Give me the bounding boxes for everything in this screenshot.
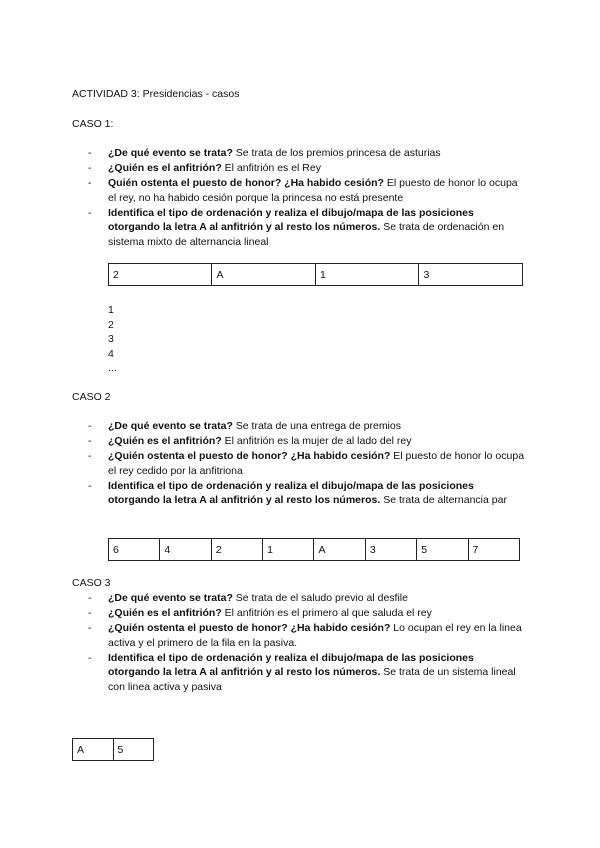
caso1-questions <box>88 146 528 250</box>
question-text: ¿Quién es el anfitrión? <box>108 435 222 448</box>
list-item: - Identifica el tipo de ordenación y realiza el dibujo/mapa de las posiciones otorgando la letra A al anfitrión y al resto los números. Se trata de ordenación en sistema mixto de alternancia lineal <box>88 206 505 249</box>
table-cell: A <box>212 264 316 286</box>
table-cell: 2 <box>211 539 262 561</box>
question-text: ¿Quién es el anfitrión? <box>108 162 222 175</box>
question-text: ¿De qué evento se trata? <box>108 147 233 159</box>
table-cell: 1 <box>263 539 314 561</box>
list-item: - ¿De qué evento se trata? Se trata de los premios princesa de asturias <box>88 147 441 159</box>
table-cell: A <box>314 539 365 561</box>
list-item: - Identifica el tipo de ordenación y realiza el dibujo/mapa de las posiciones otorgando la letra A al anfitrión y al resto los números. Se trata de alternancia par <box>88 479 507 507</box>
list-item: - Identifica el tipo de ordenación y realiza el dibujo/mapa de las posiciones otorgando la letra A al anfitrión y al resto los números. Se trata de un sistema lineal con linea activa y pasiva <box>88 651 516 694</box>
caso2-questions <box>88 419 528 509</box>
list-item: - ¿Quién es el anfitrión? El anfitrión es el primero al que saluda el rey <box>88 607 432 620</box>
answer-text: Lo ocupan el rey en la linea activa y el primero de la fila en la pasiva. <box>108 622 522 649</box>
list-item: - ¿Quién ostenta el puesto de honor? ¿Ha habido cesión? Lo ocupan el rey en la linea activa y el primero de la fila en la pasiva. <box>88 622 522 649</box>
caso2-heading: CASO 2 <box>72 391 111 403</box>
question-text: Identifica el tipo de ordenación y realiza el dibujo/mapa de las posiciones otorgando la letra A al anfitrión y al resto los números. <box>108 479 474 507</box>
list-item: ... <box>108 362 117 375</box>
table-cell: 4 <box>160 539 211 561</box>
list-item: 4 <box>108 347 114 360</box>
caso1-heading: CASO 1: <box>72 118 114 130</box>
caso1-position-table <box>108 263 523 286</box>
question-text: ¿Quién es el anfitrión? <box>108 607 222 620</box>
table-cell: 1 <box>315 264 418 286</box>
table-cell: 3 <box>419 264 523 286</box>
list-item: 2 <box>108 318 114 331</box>
table-cell: A <box>73 739 114 761</box>
answer-text: El anfitrión es la mujer de al lado del rey <box>221 435 412 448</box>
caso3-position-table <box>72 738 154 761</box>
question-text: ¿Quién ostenta el puesto de honor? ¿Ha habido cesión? <box>108 450 391 463</box>
table-cell: 2 <box>109 264 212 286</box>
list-item: 3 <box>108 333 114 346</box>
page-title: ACTIVIDAD 3: Presidencias - casos <box>72 88 240 100</box>
answer-text: El puesto de honor lo ocupa el rey cedido por la anfitriona <box>108 450 525 477</box>
caso3-questions <box>88 591 528 695</box>
list-item: - ¿Quién es el anfitrión? El anfitrión es la mujer de al lado del rey <box>88 435 412 448</box>
question-text: ¿De qué evento se trata? <box>108 592 233 604</box>
table-cell: 5 <box>417 539 468 561</box>
table-cell: 6 <box>109 539 160 561</box>
question-text: Identifica el tipo de ordenación y realiza el dibujo/mapa de las posiciones otorgando la letra A al anfitrión y al resto los números. <box>108 651 474 679</box>
caso1-number-list <box>108 303 117 376</box>
answer-text: Se trata de alternancia par <box>380 494 507 507</box>
list-item: - ¿De qué evento se trata? Se trata de una entrega de premios <box>88 420 401 432</box>
table-cell: 5 <box>113 739 154 761</box>
question-text: ¿De qué evento se trata? <box>108 420 233 432</box>
answer-text: Se trata de el saludo previo al desfile <box>232 592 408 604</box>
question-text: Quién ostenta el puesto de honor? ¿Ha habido cesión? <box>108 177 384 190</box>
table-cell: 7 <box>468 539 519 561</box>
answer-text: Se trata de una entrega de premios <box>232 420 401 432</box>
caso3-heading: CASO 3 <box>72 577 111 589</box>
answer-text: El anfitrión es el primero al que saluda el rey <box>221 607 432 620</box>
question-text: ¿Quién ostenta el puesto de honor? ¿Ha habido cesión? <box>108 622 391 635</box>
list-item: - ¿Quién ostenta el puesto de honor? ¿Ha habido cesión? El puesto de honor lo ocupa el rey cedido por la anfitriona <box>88 450 525 477</box>
answer-text: Se trata de un sistema lineal con linea activa y pasiva <box>108 666 516 694</box>
answer-text: El puesto de honor lo ocupa el rey, no ha habido cesión porque la princesa no está presente <box>108 177 518 204</box>
list-item: 1 <box>108 304 114 316</box>
answer-text: Se trata de ordenación en sistema mixto de alternancia lineal <box>108 221 505 249</box>
list-item: - ¿Quién es el anfitrión? El anfitrión es el Rey <box>88 162 321 175</box>
list-item: - Quién ostenta el puesto de honor? ¿Ha habido cesión? El puesto de honor lo ocupa el rey, no ha habido cesión porque la princesa no está presente <box>88 177 518 204</box>
question-text: Identifica el tipo de ordenación y realiza el dibujo/mapa de las posiciones otorgando la letra A al anfitrión y al resto los números. <box>108 206 474 234</box>
answer-text: Se trata de los premios princesa de asturias <box>232 147 441 159</box>
answer-text: El anfitrión es el Rey <box>221 162 321 175</box>
caso2-position-table <box>108 538 520 561</box>
table-cell: 3 <box>365 539 416 561</box>
list-item: - ¿De qué evento se trata? Se trata de el saludo previo al desfile <box>88 592 408 604</box>
